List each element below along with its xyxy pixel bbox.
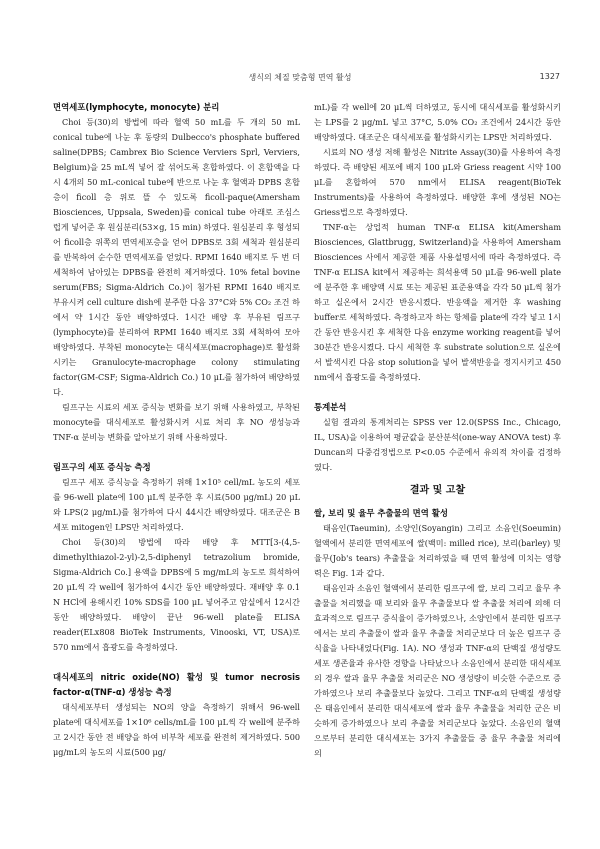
paragraph-effect-intro: 태음인(Taeumin), 소양인(Soyangin) 그리고 소음인(Soeumin) 혈액에서 분리한 면역세포에 쌀(백미: milled rice), 보리(barley) 및 율무(Job's tears) 추출물을 처리하였을 때 면역 활성에 미치는 영향력은 Fig. 1과 같다. — [314, 523, 561, 578]
paragraph-no-measurement: 대식세포부터 생성되는 NO의 양을 측정하기 위해서 96-well plate에 대식세포를 1×10⁶ cells/mL를 100 μL씩 각 well에 분주하고 2시간 동안 전 배양을 하여 비부착 세포를 완전히 제거하였다. 500 μg/mL의 농도의 시료(500 μg/ — [53, 702, 300, 757]
page-number: 1327 — [539, 72, 560, 81]
paragraph-proliferation: 림프구 세포 증식능을 측정하기 위해 1×10⁵ cell/mL 농도의 세포를 96-well plate에 100 μL씩 분주한 후 시료(500 μg/mL) 20 μL와 LPS(2 μg/mL)를 첨가하여 다시 44시간 배양하였다. 대조군은 B세포 mitogen인 LPS만 처리하였다. — [53, 477, 300, 532]
paragraph-effect-details: 태음인과 소음인 혈액에서 분리한 림프구에 쌀, 보리 그리고 율무 추출물을 처리했을 때 보리와 율무 추출물보다 쌀 추출물 처리에 의해 더 효과적으로 림프구 증식율이 증가하였으나, 소양인에서 분리한 림프구에서는 보리 추출물이 쌀과 율무 추출물 처리군보다 더 높은 림프구 증식율을 나타내었다(Fig. 1A). NO 생성과 TNF-α의 단백질 생성량도 세포 생존율과 유사한 경향을 나타났으나 소음인에서 분리한 대식세포의 경우 쌀과 율무 추출물 처리군은 NO 생성량이 비슷한 수준으로 증가하였으나 보리 추출물보다 높았다. 그리고 TNF-α의 단백질 생성량은 태음인에서 분리한 대식세포에 쌀과 율무 추출물을 처리한 군은 비슷하게 증가하였으나 보리 추출물 처리군보다 높았다. 소음인의 혈액으로부터 분리한 대식세포는 3가지 추출물들 중 율무 추출물 처리에 의 — [314, 583, 561, 758]
paragraph-lymphocyte-isolation: Choi 등(30)의 방법에 따라 혈액 50 mL를 두 개의 50 mL conical tube에 나눈 후 동량의 Dulbecco's phosphate buffered saline(DPBS; Cambrex Bio Science Verviers Sprl, Verviers, Belgium)을 25 mL씩 넣어 잘 섞어도록 혼합하였다. 이 혼합액을 다시 4개의 50 mL-conical tube에 반으로 나눈 후 혈액과 DPBS 혼합층이 ficoll 층 위로 뜰 수 있도록 ficoll-paque(Amersham Biosciences, Uppsala, Sweden)를 conical tube 아래로 조심스럽게 넣어준 후 원심분리(53×g, 15 min) 하였다. 원심분리 후 형성되어 ficoll층 위쪽의 면역세포층을 얻어 DPBS로 3회 세척과 원심분리를 반복하여 순수한 면역세포를 얻었다. RPMI 1640 배지로 두 번 더 세척하여 남아있는 DPBS를 완전히 제거하였다. 10% fetal bovine serum(FBS; Sigma-Aldrich Co.)이 첨가된 RPMI 1640 배지로 부유시켜 cell culture dish에 분주한 다음 37°C와 5% CO₂ 조건 하에서 약 1시간 동안 배양하였다. 1시간 배양 후 부유된 림프구(lymphocyte)를 분리하여 RPMI 1640 배지로 3회 세척하여 모아 배양하였다. 부착된 monocyte는 대식세포(macrophage)로 활성화시키는 Granulocyte-macrophage colony stimulating factor(GM-CSF; Sigma-Aldrich Co.) 10 μL를 첨가하여 배양하였다. — [53, 117, 300, 397]
left-column — [53, 100, 300, 760]
running-title: 생식의 체질 맞춤형 면역 활성 — [248, 73, 352, 82]
section-heading-no-tnf: 대식세포의 nitric oxide(NO) 활성 및 tumor necrosis factor-α(TNF-α) 생성능 측정 — [53, 672, 300, 697]
paragraph-lymphocyte-usage: 림프구는 시료의 세포 증식능 변화를 보기 위해 사용하였고, 부착된 monocyte를 대식세포로 활성화시켜 시료 처리 후 NO 생성능과 TNF-α 분비능 변화를 알아보기 위해 사용하였다. — [53, 402, 300, 442]
paragraph-tnf-elisa: TNF-α는 상업적 human TNF-α ELISA kit(Amersham Biosciences, Glattbrugg, Switzerland)을 사용하여 Amersham Biosciences 사에서 제공한 제품 사용설명서에 따라 측정하였다. 즉 TNF-α ELISA kit에서 제공하는 희석용액 50 μL를 96-well plate에 분주한 후 배양액 시료 또는 제공된 표준용액을 각각 50 μL씩 첨가하고 실온에서 2시간 반응시켰다. 반응액을 제거한 후 washing buffer로 세척하였다. 측정하고자 하는 항체를 plate에 각각 넣고 1시간 동안 반응시킨 후 세척한 다음 enzyme working reagent를 넣어 30분간 반응시켰다. 다시 세척한 후 substrate solution으로 실온에서 발색시킨 다음 stop solution을 넣어 발색반응을 정지시키고 450 nm에서 흡광도를 측정하였다. — [314, 222, 561, 382]
section-heading-results: 결과 및 고찰 — [409, 485, 466, 496]
right-column — [314, 100, 561, 761]
section-heading-lymphocyte: 면역세포(lymphocyte, monocyte) 분리 — [53, 102, 220, 112]
paragraph-no-continued: mL)를 각 well에 20 μL씩 더하였고, 동시에 대식세포를 활성화시키는 LPS를 2 μg/mL 넣고 37°C, 5.0% CO₂ 조건에서 24시간 동안 배양하였다. 대조군은 대식세포를 활성화시키는 LPS만 처리하였다. — [314, 102, 561, 142]
section-heading-immune-effect: 쌀, 보리 및 율무 추출물의 면역 활성 — [314, 508, 448, 518]
paragraph-nitrite-assay: 시료의 NO 생성 저해 활성은 Nitrite Assay(30)를 사용하여 측정하였다. 즉 배양된 세포에 배지 100 μL와 Griess reagent 시약 100 μL를 혼합하여 570 nm에서 ELISA reagent(BioTek Instruments)를 사용하여 측정하였다. 배양한 후에 생성된 NO는 Griess법으로 측정하였다. — [314, 147, 561, 217]
running-header — [40, 72, 560, 86]
section-heading-statistics: 통계분석 — [314, 402, 347, 412]
paragraph-statistics: 실험 결과의 통계처리는 SPSS ver 12.0(SPSS Inc., Chicago, IL, USA)을 이용하여 평균값을 분산분석(one-way ANOVA test) 후 Duncan의 다중검정법으로 P<0.05 수준에서 유의적 차이를 검정하였다. — [314, 417, 561, 472]
section-heading-proliferation: 림프구의 세포 증식능 측정 — [53, 462, 151, 472]
paragraph-mtt-assay: Choi 등(30)의 방법에 따라 배양 후 MTT[3-(4,5-dimethylthiazol-2-yl)-2,5-diphenyl tetrazolium bromide, Sigma-Aldrich Co.] 용액을 DPBS에 5 mg/mL의 농도로 희석하여 20 μL씩 각 well에 첨가하여 4시간 동안 배양하였다. 재배양 후 0.1 N HCl에 용해시킨 10% SDS를 100 μL 넣어주고 암실에서 12시간 동안 배양하였다. 배양이 끝난 96-well plate를 ELISA reader(ELx808 BioTek Instruments, Vinooski, VT, USA)로 570 nm에서 흡광도를 측정하였다. — [53, 537, 300, 652]
